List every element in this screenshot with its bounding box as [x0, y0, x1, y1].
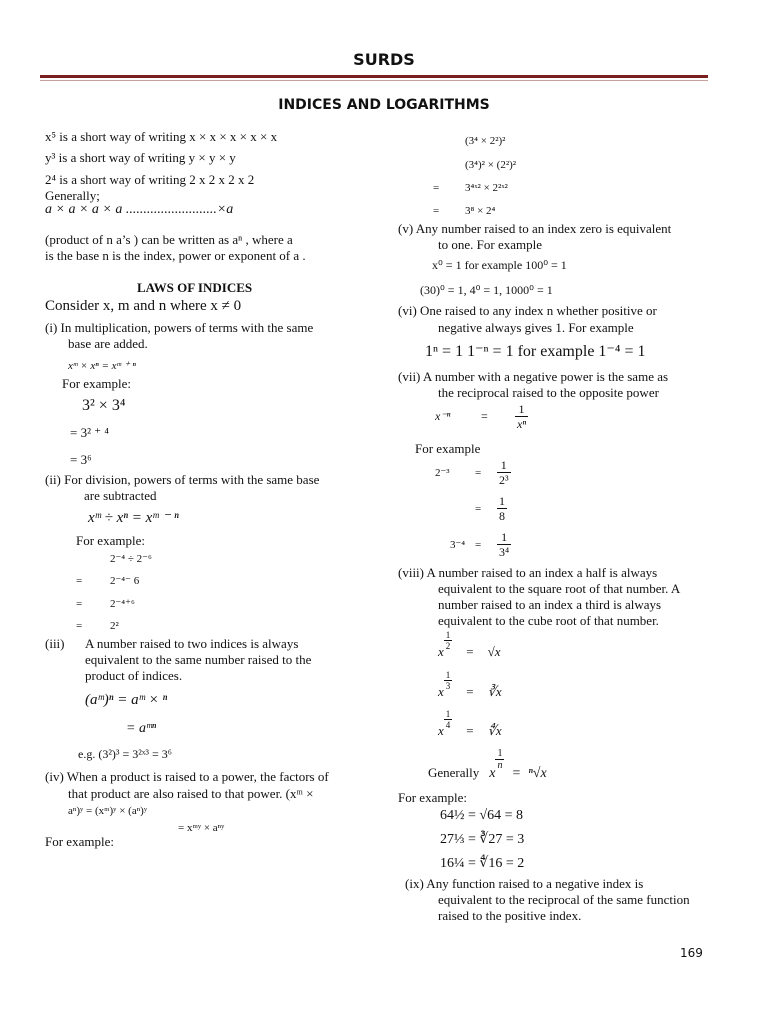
rule-ix-line: raised to the positive index. [438, 908, 582, 923]
rule-vii-formula [435, 402, 528, 431]
rule-i-example: = 3² ⁺ ⁴ [70, 425, 109, 440]
fraction [515, 402, 528, 431]
fractional-exponent [444, 670, 453, 691]
power-base: x [438, 684, 444, 699]
denominator: 8 [499, 509, 505, 523]
numerator: 1 [497, 748, 503, 759]
section-title: INDICES AND LOGARITHMS [278, 97, 490, 113]
denominator: 2 [445, 641, 451, 651]
denominator: 3 [445, 681, 451, 691]
equals-sign: = [475, 538, 482, 551]
example-lhs: 3⁻⁴ [450, 539, 466, 551]
rule-v-line: to one. For example [438, 237, 542, 252]
rule-iv-line: aⁿ)ʸ = (xᵐ)ʸ × (aⁿ)ʸ [68, 805, 148, 817]
rule-viii-line: equivalent to the cube root of that number. [438, 613, 659, 628]
rule-iii-formula: (aᵐ)ⁿ = aᵐ × ⁿ [85, 692, 168, 708]
equals-sign: = [512, 766, 521, 781]
rule-i-line: base are added. [68, 336, 148, 351]
continued-example: 3⁸ × 2⁴ [465, 205, 496, 217]
example-lhs: 2⁻³ [435, 467, 450, 479]
page-number: 169 [680, 946, 703, 960]
rule-ii-line: (ii) For division, powers of terms with the same base [45, 472, 320, 487]
fractional-exponent [444, 630, 453, 651]
laws-title: LAWS OF INDICES [137, 280, 253, 295]
for-example-label: For example: [62, 376, 131, 391]
denominator: 4 [445, 720, 451, 730]
intro-line: y³ is a short way of writing y × y × y [45, 150, 236, 165]
rule-i-formula: xᵐ × xⁿ = xᵐ ⁺ ⁿ [68, 360, 136, 372]
rule-vii-line: the reciprocal raised to the opposite power [438, 385, 659, 400]
rule-vi-line: negative always gives 1. For example [438, 320, 634, 335]
numerator: 1 [445, 670, 451, 680]
numerator: 1 [497, 458, 511, 473]
root-expression: ⁿ√x [528, 766, 547, 781]
rule-ii-example: 2⁻⁴ ÷ 2⁻⁶ [110, 553, 152, 565]
rule-i-line: (i) In multiplication, powers of terms with the same [45, 320, 314, 335]
for-example-label: For example: [398, 790, 467, 805]
intro-line: Generally; [45, 188, 100, 203]
rule-iv-line: (iv) When a product is raised to a power, the factors of [45, 769, 329, 784]
header-rule-light [40, 80, 708, 81]
equals-sign: = [466, 723, 474, 738]
rule-vii-example [435, 458, 511, 487]
rule-ii-example: 2² [110, 620, 119, 632]
rule-v-example: x⁰ = 1 for example 100⁰ = 1 [432, 258, 567, 272]
rule-vii-example [450, 530, 511, 559]
rule-vi-example: 1ⁿ = 1 1⁻ⁿ = 1 for example 1⁻⁴ = 1 [425, 343, 646, 360]
denominator: xⁿ [517, 417, 527, 431]
consider-line: Consider x, m and n where x ≠ 0 [45, 298, 242, 314]
power-base: x [489, 766, 496, 781]
continued-example: (3⁴)² × (2²)² [465, 159, 517, 171]
rule-vii-example [435, 494, 507, 523]
rule-i-example: 3² × 3⁴ [82, 397, 126, 414]
denominator: 3⁴ [499, 545, 510, 559]
root-expression: ∜x [487, 723, 502, 738]
equals-sign: = [76, 598, 83, 610]
rule-iii-label: (iii) [45, 636, 65, 651]
rule-vi-line: (vi) One raised to any index n whether positive or [398, 303, 657, 318]
continued-example: 3⁴ˣ² × 2²ˣ² [465, 182, 508, 194]
rule-ii-formula: xᵐ ÷ xⁿ = xᵐ ⁻ ⁿ [88, 510, 179, 526]
equals-sign: = [433, 205, 440, 217]
fraction [497, 530, 511, 559]
rule-viii-line: number raised to an index a third is always [438, 597, 662, 612]
equals-sign: = [475, 502, 482, 515]
root-example: 27⅓ = ∛27 = 3 [440, 832, 525, 847]
formula-lhs: x⁻ⁿ [435, 409, 451, 423]
fraction [497, 494, 507, 523]
numerator: 1 [499, 494, 505, 508]
rule-iv-line: = xᵐʸ × aⁿʸ [178, 822, 225, 834]
rule-vii-line: (vii) A number with a negative power is the same as [398, 369, 669, 384]
root-expression: ∛x [487, 684, 502, 699]
power-base: x [438, 644, 444, 659]
root-expression: √x [487, 644, 501, 659]
rule-viii-line: equivalent to the square root of that number. A [438, 581, 681, 596]
rule-viii-example [438, 709, 502, 739]
fractional-exponent [495, 748, 504, 771]
product-note: (product of n a’s ) can be written as aⁿ , where a [45, 232, 293, 247]
numerator: 1 [497, 530, 511, 545]
equals-sign: = [76, 575, 83, 587]
equals-sign: = [481, 409, 488, 423]
rule-ii-example: 2⁻⁴⁺⁶ [110, 598, 135, 610]
for-example-label: For example [415, 441, 481, 456]
generally-formula [428, 748, 547, 782]
rule-iii-line: product of indices. [85, 668, 183, 683]
rule-iii-line: A number raised to two indices is always [85, 636, 299, 651]
intro-line: x⁵ is a short way of writing x × x × x × x × x [45, 129, 278, 144]
equals-sign: = [466, 644, 474, 659]
rule-v-line: (v) Any number raised to an index zero is equivalent [398, 221, 672, 236]
rule-viii-example [438, 670, 502, 700]
header-rule-dark [40, 75, 708, 78]
power-base: x [438, 723, 444, 738]
rule-viii-example [438, 630, 501, 660]
fraction [497, 458, 511, 487]
rule-viii-line: (viii) A number raised to an index a half is always [398, 565, 658, 580]
header-title: SURDS [353, 50, 415, 69]
base-note: is the base n is the index, power or exponent of a . [45, 248, 306, 263]
continued-example: (3⁴ × 2²)² [465, 135, 506, 147]
fractional-exponent [444, 709, 453, 730]
rule-iii-line: equivalent to the same number raised to the [85, 652, 312, 667]
numerator: 1 [515, 402, 528, 417]
equals-sign: = [76, 620, 83, 632]
denominator: n [497, 760, 503, 771]
denominator: 2³ [499, 473, 509, 487]
equals-sign: = [466, 684, 474, 699]
rule-i-example: = 3⁶ [70, 452, 92, 467]
for-example-label: For example: [45, 834, 114, 849]
rule-iii-example: e.g. (3²)³ = 3²ˣ³ = 3⁶ [78, 747, 172, 761]
rule-ix-line: equivalent to the reciprocal of the same function [438, 892, 690, 907]
equals-sign: = [433, 182, 440, 194]
rule-ii-line: are subtracted [84, 488, 157, 503]
numerator: 1 [445, 709, 451, 719]
rule-v-example: (30)⁰ = 1, 4⁰ = 1, 1000⁰ = 1 [420, 283, 553, 297]
general-product: a × a × a × a ..........................×a [45, 202, 234, 217]
rule-iv-line: that product are also raised to that power. (xᵐ × [68, 786, 314, 801]
intro-line: 2⁴ is a short way of writing 2 x 2 x 2 x 2 [45, 172, 255, 187]
equals-sign: = [475, 466, 482, 479]
for-example-label: For example: [76, 533, 145, 548]
generally-label: Generally [428, 765, 480, 780]
rule-iii-formula: = aᵐⁿ [126, 721, 157, 736]
root-example: 16¼ = ∜16 = 2 [440, 856, 525, 871]
numerator: 1 [445, 630, 451, 640]
rule-ix-line: (ix) Any function raised to a negative index is [405, 876, 644, 891]
root-example: 64½ = √64 = 8 [440, 808, 523, 823]
rule-ii-example: 2⁻⁴⁻ 6 [110, 575, 140, 587]
